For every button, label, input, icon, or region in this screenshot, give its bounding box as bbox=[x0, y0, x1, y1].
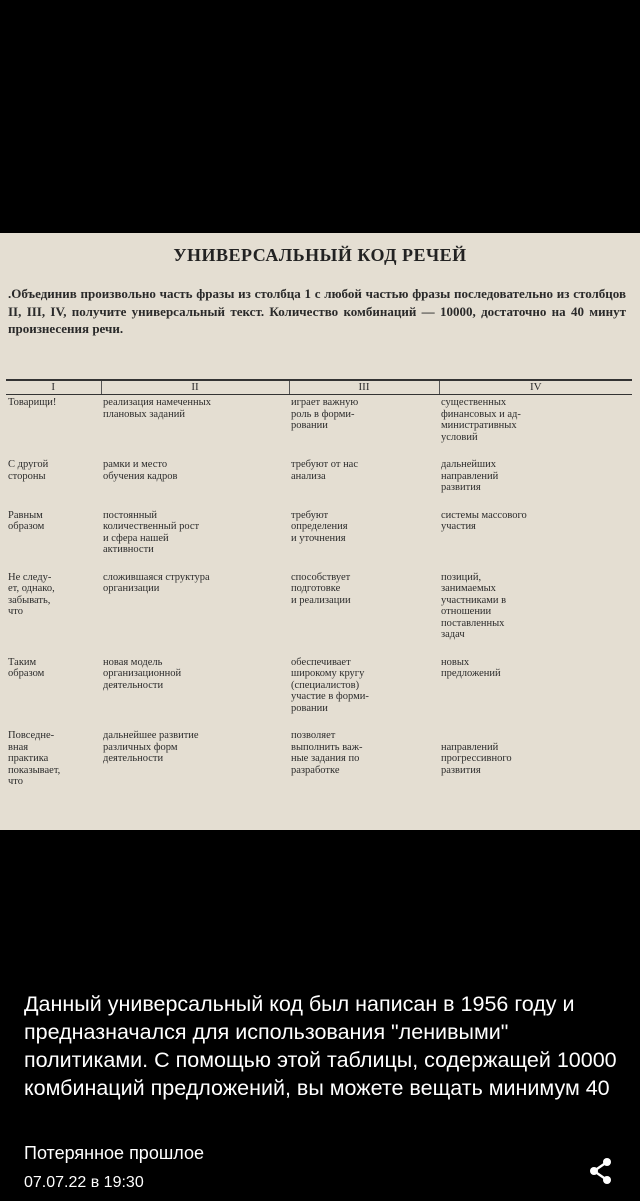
table-cell: новая модель организационной деятельности bbox=[103, 656, 182, 691]
table-row bbox=[6, 655, 632, 729]
table-cell: направлений прогрессивного развития bbox=[441, 741, 512, 776]
table-cell: Не следу- ет, однако, забывать, что bbox=[8, 571, 55, 617]
table-cell: играет важную роль в форми- ровании bbox=[291, 397, 359, 431]
table-cell: Повседне- вная практика показывает, что bbox=[8, 730, 61, 787]
table-cell: С другой стороны bbox=[8, 459, 49, 482]
column-header: IV bbox=[439, 380, 632, 395]
table-cell: обеспечивает широкому кругу (специалистов) участие в форми- ровании bbox=[291, 656, 369, 714]
table-cell: Таким образом bbox=[8, 656, 45, 679]
post-photo bbox=[0, 233, 640, 830]
table-cell: позиций, занимаемых участниками в отношении поставленных задач bbox=[441, 571, 507, 640]
table-cell: рамки и место обучения кадров bbox=[103, 459, 178, 482]
caption-fade bbox=[0, 1103, 640, 1139]
table-row bbox=[6, 508, 632, 570]
table-header-row bbox=[6, 380, 632, 395]
post-date: 07.07.22 в 19:30 bbox=[24, 1174, 144, 1191]
table-cell: требуют от нас анализа bbox=[291, 459, 359, 482]
table-cell: дальнейшее развитие различных форм деятельности bbox=[103, 730, 199, 764]
table-cell: Товарищи! bbox=[8, 397, 57, 408]
table-cell: требуют определения и уточнения bbox=[291, 509, 348, 544]
table-cell: существенных финансовых и ад- министративных условий bbox=[441, 397, 521, 443]
column-header: I bbox=[6, 380, 101, 395]
table-row bbox=[6, 728, 632, 802]
share-icon-glyph bbox=[586, 1156, 616, 1186]
document-intro: .Объединив произвольно часть фразы из столбца 1 с любой частью фразы последовательно из столбцов II, III, IV, получите универсальный текст. Количество комбинаций — 10000, достаточно на 40 минут произнесения речи. bbox=[8, 286, 626, 336]
table-cell: позволяет выполнить важ- ные задания по разработке bbox=[291, 730, 363, 776]
table-cell: способствует подготовке и реализации bbox=[291, 571, 351, 606]
table-cell: Равным образом bbox=[8, 509, 45, 532]
table-cell: реализация намеченных плановых заданий bbox=[103, 397, 211, 420]
column-header: II bbox=[101, 380, 289, 395]
share-icon[interactable] bbox=[586, 1156, 616, 1186]
table-row bbox=[6, 395, 632, 458]
column-header: III bbox=[289, 380, 439, 395]
table-row bbox=[6, 457, 632, 508]
table-cell: системы массового участия bbox=[441, 509, 527, 532]
speech-code-table bbox=[6, 379, 632, 802]
table-cell: сложившаяся структура организации bbox=[103, 571, 210, 594]
table-cell: новых предложений bbox=[441, 656, 501, 679]
table-cell: постоянный количественный рост и сфера нашей активности bbox=[103, 509, 200, 555]
document-title: УНИВЕРСАЛЬНЫЙ КОД РЕЧЕЙ bbox=[173, 245, 467, 265]
post-caption[interactable]: Данный универсальный код был написан в 1956 году и предназначался для использования "ленивыми" политиками. С помощью этой таблицы, содержащей 10000 комбинаций предложений, вы можете вещать минимум 40 bbox=[24, 992, 617, 1100]
table-cell: дальнейших направлений развития bbox=[441, 459, 499, 493]
table-row bbox=[6, 570, 632, 655]
channel-name[interactable]: Потерянное прошлое bbox=[24, 1143, 204, 1163]
